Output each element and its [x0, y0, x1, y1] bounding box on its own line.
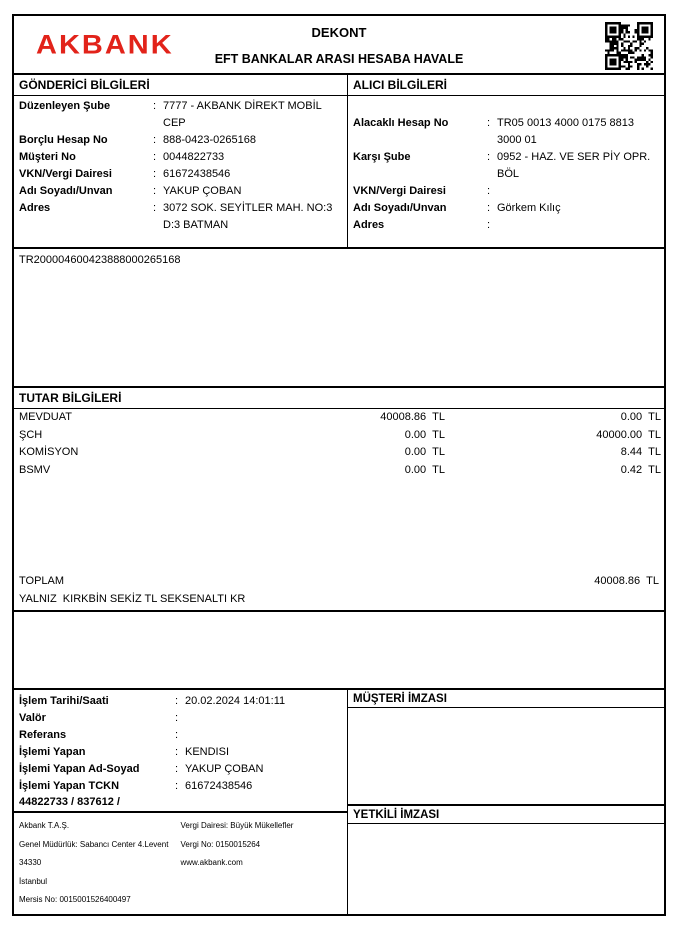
- field-value: YAKUP ÇOBAN: [185, 763, 264, 775]
- amount-row: [14, 444, 664, 462]
- amount-in-words: YALNIZ KIRKBİN SEKİZ TL SEKSENALTI KR: [19, 593, 246, 605]
- empty-strip: [14, 612, 664, 690]
- field-value: 0952 - HAZ. VE SER PİY OPR. BÖL: [497, 151, 651, 180]
- field-label: İşlem Tarihi/Saati: [19, 695, 109, 707]
- sender-field-row: [14, 98, 347, 132]
- bank-footer-left: [19, 817, 181, 914]
- debit-amount: 0.00 TL: [233, 462, 445, 480]
- currency-label: TL: [648, 446, 661, 458]
- transaction-section: [14, 690, 348, 914]
- debit-amount: 0.00 TL: [233, 444, 445, 462]
- customer-signature-label: MÜŞTERİ İMZASI: [348, 690, 664, 708]
- field-value: [185, 710, 342, 727]
- colon-separator: :: [153, 202, 157, 214]
- currency-label: TL: [646, 575, 659, 587]
- recipient-info-section: [348, 75, 664, 247]
- field-label: Adres: [19, 202, 51, 214]
- footer-line: Vergi No: 0150015264: [180, 839, 261, 849]
- signatures-column: [348, 690, 664, 914]
- authorized-signature-label: YETKİLİ İMZASI: [348, 806, 664, 824]
- sender-info-section: [14, 75, 348, 247]
- recipient-field-row: [348, 115, 664, 149]
- field-label: Valör: [19, 712, 46, 724]
- amounts-section-title: TUTAR BİLGİLERİ: [14, 388, 664, 409]
- debit-amount: 0.00 TL: [233, 427, 445, 445]
- receipt-document: [12, 14, 666, 916]
- reference-section: [14, 249, 664, 388]
- footer-line: İstanbul: [19, 876, 48, 886]
- credit-amount: 0.00 TL: [445, 409, 661, 427]
- field-label: Adı Soyadı/Unvan: [353, 202, 447, 214]
- colon-separator: :: [175, 746, 179, 758]
- currency-label: TL: [648, 411, 661, 423]
- bottom-section: [14, 690, 664, 914]
- amount-row: [14, 462, 664, 480]
- currency-label: TL: [432, 463, 445, 476]
- field-value: [185, 727, 342, 744]
- colon-separator: :: [175, 729, 179, 741]
- akbank-logo: AKBANK: [36, 30, 174, 60]
- field-label: İşlemi Yapan TCKN: [19, 780, 120, 792]
- sender-field-row: [14, 183, 347, 200]
- credit-amount: 0.42 TL: [445, 462, 661, 480]
- amount-label: BSMV: [19, 463, 51, 476]
- footer-line: Genel Müdürlük: Sabancı Center 4.Levent 34330: [19, 839, 169, 867]
- field-label: Referans: [19, 729, 67, 741]
- transaction-field-row: [14, 710, 347, 727]
- receipt-header: [14, 16, 664, 75]
- colon-separator: :: [175, 712, 179, 724]
- transaction-reference: TR200004600423888000265168: [19, 254, 181, 266]
- field-value: YAKUP ÇOBAN: [163, 185, 242, 197]
- page-title: DEKONT: [311, 25, 367, 40]
- field-label: VKN/Vergi Dairesi: [19, 168, 112, 180]
- footer-line: Mersis No: 0015001526400497: [19, 895, 131, 904]
- colon-separator: :: [153, 134, 157, 146]
- colon-separator: :: [153, 100, 157, 112]
- field-label: Karşı Şube: [353, 151, 411, 163]
- field-label: Adres: [353, 219, 385, 231]
- field-value: KENDISI: [185, 746, 230, 758]
- transaction-field-row: [14, 727, 347, 744]
- sender-field-row: [14, 149, 347, 166]
- colon-separator: :: [153, 151, 157, 163]
- colon-separator: :: [153, 185, 157, 197]
- field-value: Görkem Kılıç: [497, 202, 561, 214]
- field-value: 7777 - AKBANK DİREKT MOBİL CEP: [163, 100, 322, 129]
- transaction-field-row: [14, 744, 347, 761]
- bank-footer: [14, 811, 347, 914]
- recipient-field-row: [348, 217, 664, 234]
- colon-separator: :: [487, 117, 491, 129]
- page-subtitle: EFT BANKALAR ARASI HESABA HAVALE: [214, 52, 464, 66]
- currency-label: TL: [648, 463, 661, 476]
- total-amount: 40008.86 TL: [443, 573, 659, 590]
- field-value: 0044822733: [163, 151, 225, 163]
- amount-label: MEVDUAT: [19, 411, 72, 423]
- recipient-field-row: [348, 149, 664, 183]
- colon-separator: :: [175, 780, 179, 792]
- field-value: 888-0423-0265168: [163, 134, 256, 146]
- field-label: Müşteri No: [19, 151, 76, 163]
- authorized-signature-box: [348, 806, 664, 914]
- currency-label: TL: [648, 428, 661, 441]
- customer-signature-box: [348, 690, 664, 806]
- field-value: 61672438546: [185, 780, 253, 792]
- field-value: 20.02.2024 14:01:11: [185, 695, 286, 707]
- field-label: VKN/Vergi Dairesi: [353, 185, 446, 197]
- colon-separator: :: [487, 185, 491, 197]
- total-row: [14, 573, 664, 590]
- bank-footer-right: [181, 817, 343, 914]
- field-label: İşlemi Yapan Ad-Soyad: [19, 763, 140, 775]
- amounts-section: [14, 388, 664, 612]
- transaction-field-row: [14, 761, 347, 778]
- credit-amount: 8.44 TL: [445, 444, 661, 462]
- amount-label: ŞCH: [19, 428, 43, 441]
- credit-amount: 40000.00 TL: [445, 427, 661, 445]
- currency-label: TL: [432, 411, 445, 423]
- field-label: Adı Soyadı/Unvan: [19, 185, 113, 197]
- field-value: 3072 SOK. SEYİTLER MAH. NO:3 D:3 BATMAN: [163, 202, 333, 231]
- qr-code-icon: [601, 19, 657, 72]
- sender-field-row: [14, 166, 347, 183]
- colon-separator: :: [153, 168, 157, 180]
- recipient-field-row: [348, 200, 664, 217]
- header-titles: [134, 16, 544, 66]
- colon-separator: :: [487, 219, 491, 231]
- account-branch-line: 44822733 / 837612 /: [19, 796, 120, 808]
- sender-field-row: [14, 132, 347, 149]
- currency-label: TL: [432, 446, 445, 458]
- field-value: TR05 0013 4000 0175 8813 3000 01: [497, 117, 635, 146]
- field-value: [497, 217, 659, 234]
- amount-row: [14, 427, 664, 445]
- amount-row: [14, 409, 664, 427]
- sender-field-row: [14, 200, 347, 234]
- amount-label: KOMİSYON: [19, 446, 79, 458]
- footer-line: Vergi Dairesi: Büyük Mükellefler: [180, 821, 294, 830]
- total-label: TOPLAM: [19, 575, 65, 587]
- colon-separator: :: [175, 695, 179, 707]
- recipient-field-row: [348, 183, 664, 200]
- colon-separator: :: [175, 763, 179, 775]
- field-label: Borçlu Hesap No: [19, 134, 108, 146]
- field-label: Düzenleyen Şube: [19, 100, 111, 112]
- sender-section-title: GÖNDERİCİ BİLGİLERİ: [14, 75, 347, 96]
- transaction-field-row: [14, 778, 347, 795]
- footer-line: Akbank T.A.Ş.: [19, 821, 70, 830]
- currency-label: TL: [432, 428, 445, 441]
- field-value: 61672438546: [163, 168, 231, 180]
- field-label: İşlemi Yapan: [19, 746, 86, 758]
- footer-line: www.akbank.com: [180, 858, 243, 867]
- transaction-field-row: [14, 693, 347, 710]
- field-label: Alacaklı Hesap No: [353, 117, 449, 129]
- colon-separator: :: [487, 202, 491, 214]
- recipient-section-title: ALICI BİLGİLERİ: [348, 75, 664, 96]
- parties-section: [14, 75, 664, 249]
- colon-separator: :: [487, 151, 491, 163]
- debit-amount: 40008.86 TL: [233, 409, 445, 427]
- field-value: [497, 183, 659, 200]
